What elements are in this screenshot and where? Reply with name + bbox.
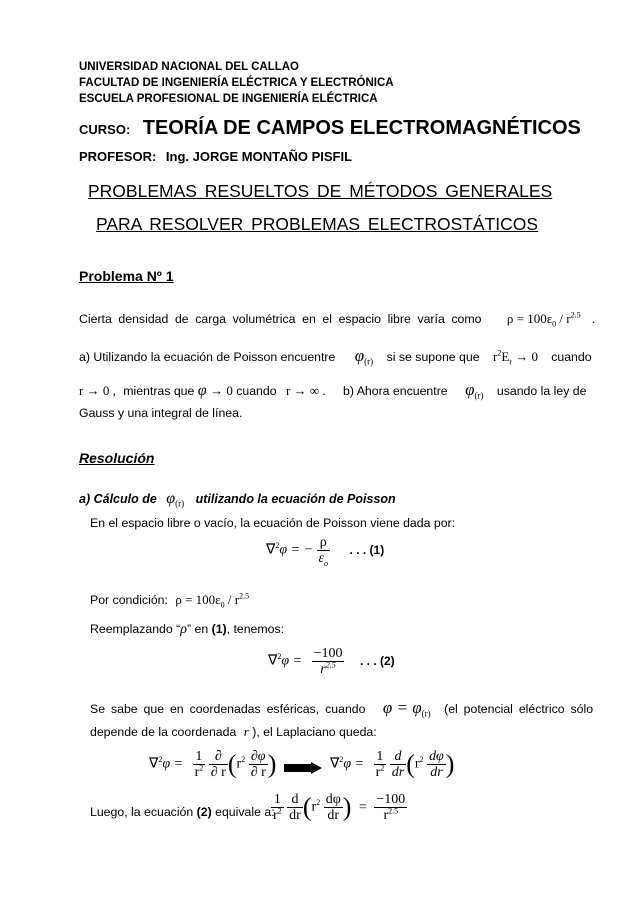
spherical-text-2: (el potencial eléctrico sólo <box>444 702 594 716</box>
part-a-text-1: a) Utilizando la ecuación de Poisson encuentre <box>79 350 336 364</box>
lap-inner-exp: 2 <box>241 755 246 765</box>
part-a-text-4: mientras que <box>123 384 195 398</box>
eq3-r-exp: 2 <box>277 806 282 816</box>
lap-partial: ∂ <box>209 749 228 765</box>
eq2-exp: 2 <box>277 652 282 662</box>
professor-label: PROFESOR: <box>79 149 157 164</box>
lap2-nabla: ∇ <box>330 756 340 772</box>
lap2-inner-exp: 2 <box>419 755 424 765</box>
eq3-one: 1 <box>271 792 284 808</box>
problem-text-1: Cierta densidad de carga volumétrica en el espacio libre varía como <box>79 312 482 326</box>
replace-mid: ” en <box>186 622 209 636</box>
then-ref: (2) <box>196 805 212 819</box>
lap-exp: 2 <box>158 755 163 765</box>
eq1-exp: 2 <box>275 541 280 551</box>
part-a-text-3: cuando <box>551 350 592 364</box>
condition-exp: 2.5 <box>239 591 250 601</box>
lap2-phi: φ = <box>343 756 365 772</box>
r-to-infinity: r → ∞ . <box>286 383 326 398</box>
eq3-d: d <box>287 792 303 808</box>
university-name: UNIVERSIDAD NACIONAL DEL CALLAO <box>79 61 299 73</box>
spherical-sub: (r) <box>421 708 431 719</box>
phi-symbol-2: φ <box>197 382 207 399</box>
part-a-heading <box>79 490 396 508</box>
condition-rho: ρ = 100ε <box>175 592 221 607</box>
lap2-r: r <box>375 765 381 780</box>
eq2-numerator: −100 <box>313 646 343 661</box>
part-a-phi: φ <box>166 490 176 507</box>
condition-line <box>90 592 249 608</box>
lap-inner-den: ∂ r <box>250 765 266 780</box>
problem-statement-line-1 <box>79 310 596 329</box>
cond-E: E <box>501 349 510 364</box>
eq3-r: r <box>273 808 278 823</box>
part-a-text-2: si se supone que <box>386 350 480 364</box>
spherical-text-3: depende de la coordenada <box>90 725 237 739</box>
spherical-text-4: ), el Laplaciano queda: <box>252 725 377 739</box>
eq3-dr: dr <box>289 808 301 823</box>
density-rho: ρ = 100ε <box>506 311 553 326</box>
lap-r: r <box>194 765 200 780</box>
problem-statement-line-3 <box>79 380 586 400</box>
eq2-tag: . . . (2) <box>359 653 395 668</box>
condition-rest: / r <box>227 592 240 607</box>
part-b-text-2: usando la ley de <box>496 384 587 398</box>
poisson-intro: En el espacio libre o vacío, la ecuación de Poisson viene dada por: <box>90 516 456 530</box>
course-name: TEORÍA DE CAMPOS ELECTROMAGNÉTICOS <box>142 117 581 139</box>
then-text-2: equivale a: <box>215 805 275 819</box>
lap-inner-num: ∂φ <box>249 749 268 765</box>
phi-to-zero: → 0 <box>210 383 233 398</box>
lap2-d: d <box>390 749 406 765</box>
problem-statement-line-4: Gauss y una integral de línea. <box>79 406 243 420</box>
phi-sub-3: (r) <box>474 390 484 401</box>
eq1-tag: . . . (1) <box>349 542 385 557</box>
eq3-dphi: dφ <box>325 792 341 807</box>
then-line <box>90 805 275 819</box>
eq3-inner-r: r <box>311 799 317 815</box>
eq3-equals: = <box>358 799 367 815</box>
lap-inner-r: r <box>236 756 242 772</box>
equation-2 <box>268 646 395 677</box>
eq2-fraction <box>312 646 345 677</box>
lap2-r-exp: 2 <box>380 763 385 773</box>
eq1-phi: φ = − <box>279 542 314 558</box>
replace-ref: (1) <box>211 622 227 636</box>
implies-arrow-icon <box>284 762 322 774</box>
course-line <box>79 117 581 140</box>
cond-r: r <box>493 349 498 364</box>
faculty-name: FACULTAD DE INGENIERÍA ELÉCTRICA Y ELECTRÓNICA <box>79 77 394 89</box>
part-a-phi-sub: (r) <box>175 498 185 509</box>
eq1-fraction <box>317 535 331 566</box>
cond-exp: 2 <box>497 348 502 358</box>
title-line-2: PARA RESOLVER PROBLEMAS ELECTROSTÁTICOS <box>96 214 539 234</box>
r-to-zero: r → 0 , <box>79 383 116 398</box>
lap-phi: φ = <box>162 756 184 772</box>
resolution-heading: Resolución <box>79 450 155 466</box>
eq1-numerator: ρ <box>317 535 331 551</box>
course-label: CURSO: <box>79 122 131 137</box>
condition-label: Por condición: <box>90 593 168 607</box>
density-rest: / r <box>559 311 571 326</box>
lap-partial-r: ∂ r <box>210 765 226 780</box>
replace-post: , tenemos: <box>226 622 285 636</box>
cond-arrow: → 0 <box>515 349 538 364</box>
laplacian-eq-total: ∇$^2$φ = $\frac{1}{r^2}$ $\frac{d}{dr}$ ($r^2$ $\frac{d\varphi}{dr}$ ) <box>330 749 455 780</box>
lap2-dr-inner: dr <box>430 765 443 780</box>
eq1-denominator: ε <box>318 551 325 566</box>
replace-symbol: ρ <box>180 622 187 637</box>
density-exp: 2.5 <box>570 310 581 320</box>
lap2-one: 1 <box>374 749 387 765</box>
title-line-1: PROBLEMAS RESUELTOS DE MÉTODOS GENERALES <box>88 181 553 201</box>
part-b-text-1: b) Ahora encuentre <box>343 384 448 398</box>
equation-1 <box>266 535 384 566</box>
part-a-heading-post: utilizando la ecuación de Poisson <box>195 492 396 506</box>
phi-sub: (r) <box>364 356 374 367</box>
eq3-den-exp: 2.5 <box>388 806 399 816</box>
eq1-nabla: ∇ <box>266 542 276 558</box>
lap2-inner-r: r <box>414 756 420 772</box>
laplacian-eq-partial: ∇$^2$φ = $\frac{1}{r^2}$ $\frac{\partial}{\partial r}$ ($r^2$ $\frac{\partial\varphi}{\partial r}$ ) <box>149 749 277 780</box>
then-text: Luego, la ecuación <box>90 805 194 819</box>
part-a-text-5: cuando <box>236 384 277 398</box>
lap-nabla: ∇ <box>149 756 159 772</box>
density-expression <box>506 310 596 329</box>
problem-heading: Problema Nº 1 <box>79 268 174 284</box>
eq3-denominator: r <box>383 808 389 823</box>
eq3-inner-exp: 2 <box>316 798 321 808</box>
lap2-dphi: dφ <box>429 749 444 764</box>
lap2-exp: 2 <box>339 755 344 765</box>
replace-line <box>90 622 284 638</box>
phi-symbol-3: φ <box>465 380 475 399</box>
professor-line <box>79 149 352 164</box>
lap2-dr: dr <box>391 765 405 780</box>
density-period: . <box>591 311 596 326</box>
lap-r-exp: 2 <box>199 763 204 773</box>
spherical-text-1: Se sabe que en coordenadas esféricas, cuando <box>90 702 366 716</box>
problem-statement-line-2 <box>79 346 592 366</box>
professor-name: Ing. JORGE MONTAÑO PISFIL <box>165 149 353 164</box>
spherical-line-2 <box>90 724 377 740</box>
equation-3: $\frac{1}{r^2}$ $\frac{d}{dr}$ ($r^2$ $\frac{d\varphi}{dr}$ ) = $\frac{-100}{r^{2.5}}$ <box>273 792 406 823</box>
eq2-phi: φ = <box>281 653 303 669</box>
eq2-nabla: ∇ <box>268 653 278 669</box>
spherical-line-1 <box>90 698 593 718</box>
eq1-den-sub: o <box>324 558 329 568</box>
replace-pre: Reemplazando “ <box>90 622 181 636</box>
cond-E-sub: r <box>509 357 512 367</box>
eq2-den-exp: 2.5 <box>325 660 336 670</box>
eq3-numerator: −100 <box>376 792 406 807</box>
eq2-denominator: r <box>320 662 326 677</box>
part-a-heading-pre: a) Cálculo de <box>79 492 157 506</box>
lap-one: 1 <box>193 749 206 765</box>
school-name: ESCUELA PROFESIONAL DE INGENIERÍA ELÉCTRICA <box>79 93 378 105</box>
phi-symbol: φ <box>354 346 365 365</box>
condition-sub: 0 <box>220 600 225 610</box>
spherical-phi: φ = φ <box>382 698 422 717</box>
spherical-r: r <box>243 724 249 739</box>
density-sub: 0 <box>552 319 557 329</box>
eq3-dr-inner: dr <box>327 808 340 823</box>
